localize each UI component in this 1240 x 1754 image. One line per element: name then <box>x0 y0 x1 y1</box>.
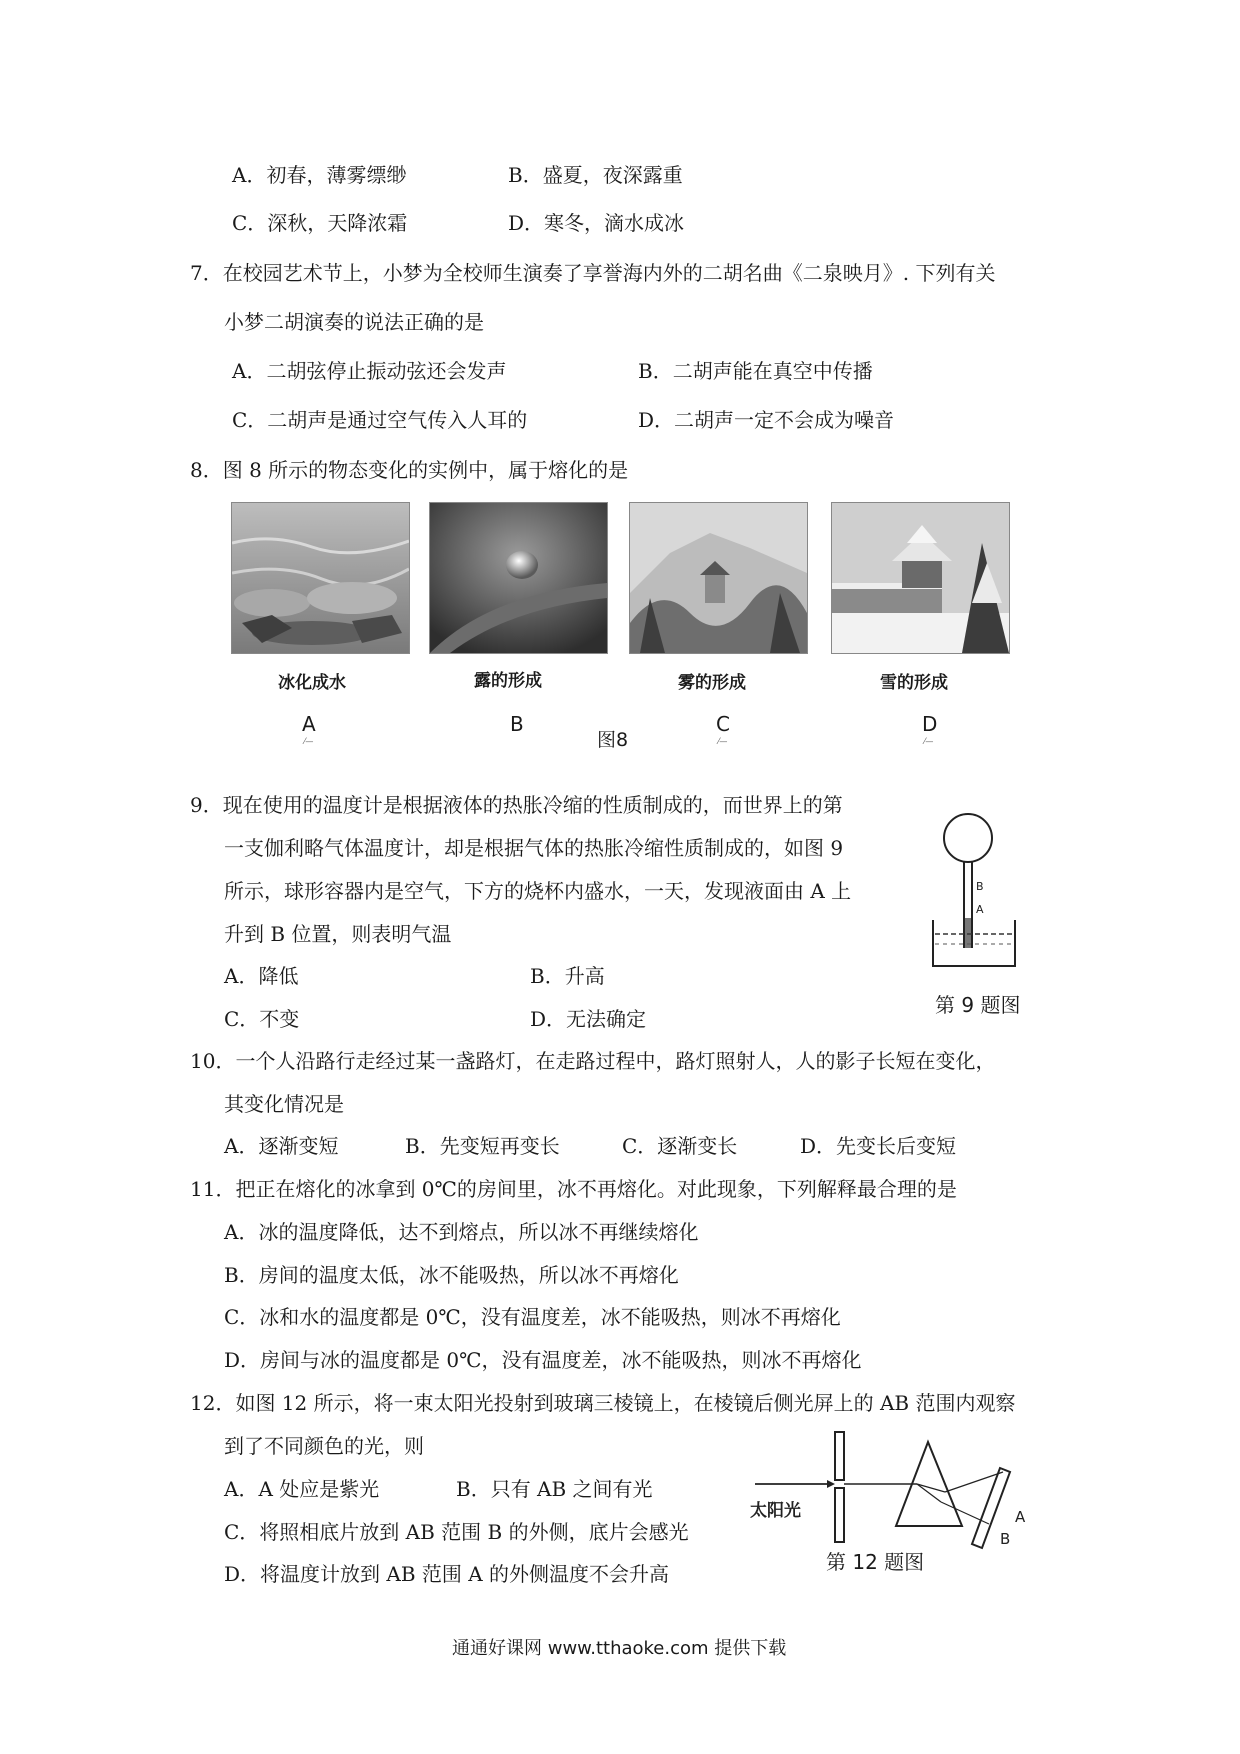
letter-d: D <box>922 712 938 736</box>
snow-photo <box>831 502 1010 654</box>
q10-option-b: B．先变短再变长 <box>405 1134 560 1158</box>
letter-b: B <box>510 712 524 736</box>
q7-option-d: D．二胡声一定不会成为噪音 <box>638 408 895 432</box>
tick-mark-d: ⁄— <box>924 737 934 746</box>
q9-stem-line1: 9．现在使用的温度计是根据液体的热胀冷缩的性质制成的，而世界上的第 <box>190 793 843 817</box>
q7-option-c: C．二胡声是通过空气传入人耳的 <box>232 408 528 432</box>
q11-option-d: D．房间与冰的温度都是 0℃，没有温度差，冰不能吸热，则冰不再熔化 <box>224 1348 862 1372</box>
q9-option-b: B．升高 <box>530 964 605 988</box>
q10-option-d: D．先变长后变短 <box>800 1134 957 1158</box>
q11-stem: 11．把正在熔化的冰拿到 0℃的房间里，冰不再熔化。对此现象，下列解释最合理的是 <box>190 1177 957 1201</box>
q10-option-a: A．逐渐变短 <box>224 1134 339 1158</box>
q7-option-a: A．二胡弦停止振动弦还会发声 <box>232 359 507 383</box>
q7-stem-line1: 7．在校园艺术节上，小梦为全校师生演奏了享誉海内外的二胡名曲《二泉映月》. 下列有关 <box>190 261 996 285</box>
q9-stem-line2: 一支伽利略气体温度计，却是根据气体的热胀冷缩性质制成的，如图 9 <box>224 836 844 860</box>
caption-a: 冰化成水 <box>278 673 346 693</box>
q9-option-d: D．无法确定 <box>530 1007 647 1031</box>
q12-option-d: D．将温度计放到 AB 范围 A 的外侧温度不会升高 <box>224 1562 670 1586</box>
footer-source: 通通好课网 www.tthaoke.com 提供下载 <box>452 1638 787 1659</box>
fog-photo <box>629 502 808 654</box>
q10-stem-line2: 其变化情况是 <box>224 1092 344 1116</box>
q11-option-b: B．房间的温度太低，冰不能吸热，所以冰不再熔化 <box>224 1263 679 1287</box>
q9-option-a: A．降低 <box>224 964 299 988</box>
screen-b-label: B <box>1000 1530 1011 1548</box>
figure-8-label: 图8 <box>597 729 629 751</box>
point-b-label: B <box>976 880 984 893</box>
caption-b: 露的形成 <box>474 671 542 691</box>
q7-stem-line2: 小梦二胡演奏的说法正确的是 <box>224 310 484 334</box>
q12-stem-line1: 12．如图 12 所示，将一束太阳光投射到玻璃三棱镜上，在棱镜后侧光屏上的 AB 范围内观察 <box>190 1391 1016 1415</box>
q9-stem-line3: 所示，球形容器内是空气，下方的烧杯内盛水，一天，发现液面由 A 上 <box>224 879 852 903</box>
q10-option-c: C．逐渐变长 <box>622 1134 738 1158</box>
gas-thermometer-diagram <box>920 808 1030 968</box>
prism-dispersion-diagram <box>745 1428 1045 1558</box>
q8-stem: 8．图 8 所示的物态变化的实例中，属于熔化的是 <box>190 458 629 482</box>
q12-stem-line2: 到了不同颜色的光，则 <box>224 1434 424 1458</box>
q12-option-c: C．将照相底片放到 AB 范围 B 的外侧，底片会感光 <box>224 1520 689 1544</box>
q12-option-a: A．A 处应是紫光 <box>224 1477 380 1501</box>
screen-a-label: A <box>1015 1508 1026 1526</box>
q9-stem-line4: 升到 B 位置，则表明气温 <box>224 922 452 946</box>
caption-d: 雪的形成 <box>880 673 948 693</box>
q9-option-c: C．不变 <box>224 1007 300 1031</box>
q6-option-a: A．初春，薄雾缥缈 <box>232 163 407 187</box>
q11-option-c: C．冰和水的温度都是 0℃，没有温度差，冰不能吸热，则冰不再熔化 <box>224 1305 841 1329</box>
letter-c: C <box>716 712 730 736</box>
q7-option-b: B．二胡声能在真空中传播 <box>638 359 873 383</box>
q12-option-b: B．只有 AB 之间有光 <box>456 1477 653 1501</box>
ice-melting-photo <box>231 502 410 654</box>
q6-option-c: C．深秋，天降浓霜 <box>232 211 408 235</box>
q10-stem-line1: 10．一个人沿路行走经过某一盏路灯，在走路过程中，路灯照射人，人的影子长短在变化， <box>190 1049 996 1073</box>
letter-a: A <box>302 712 316 736</box>
tick-mark-a: ⁄— <box>304 737 314 746</box>
point-a-label: A <box>976 903 984 916</box>
q6-option-d: D．寒冬，滴水成冰 <box>508 211 685 235</box>
figure-12-caption: 第 12 题图 <box>826 1550 925 1574</box>
q6-option-b: B．盛夏，夜深露重 <box>508 163 683 187</box>
figure-9-caption: 第 9 题图 <box>935 993 1021 1017</box>
dew-photo <box>429 502 608 654</box>
q11-option-a: A．冰的温度降低，达不到熔点，所以冰不再继续熔化 <box>224 1220 699 1244</box>
caption-c: 雾的形成 <box>678 673 746 693</box>
sunlight-label: 太阳光 <box>750 1501 801 1521</box>
tick-mark-c: ⁄— <box>718 737 728 746</box>
